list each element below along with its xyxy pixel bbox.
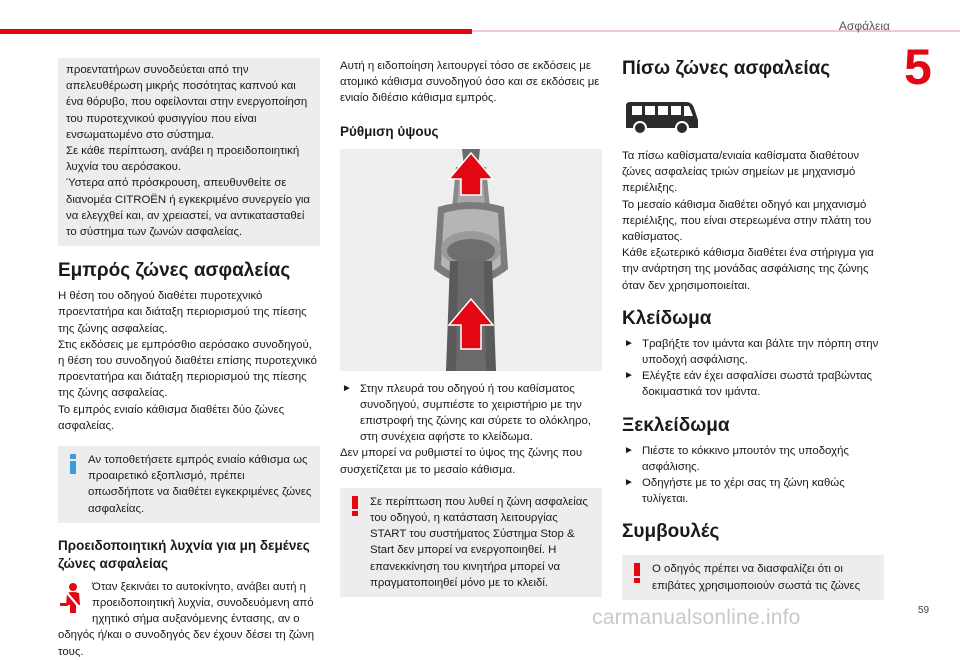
intro-paragraph: Ύστερα από πρόσκρουση, απευθυνθείτε σε διανομέα CITROËN ή εγκεκριμένο συνεργείο για να ελεγχθεί και, αν χρειαστεί, να αντικατασταθεί το σύστημα των ζωνών ασφαλείας. — [66, 177, 311, 239]
watermark: carmanualsonline.info — [592, 606, 801, 629]
bullet-arrow-icon: ► — [624, 337, 634, 349]
stop-start-warning-text: Σε περίπτωση που λυθεί η ζώνη ασφαλείας του οδηγού, η κατάσταση λειτουργίας START του συστήματος Σύστημα Stop & Start δεν μπορεί να ενεργοποιηθεί. Η επανεκκίνηση του κινητήρα μπορεί να πραγματοποιηθεί μόνο με το κλειδί. — [370, 495, 588, 589]
info-icon — [66, 454, 80, 474]
bullet-arrow-icon: ► — [624, 370, 634, 382]
header-accent-bar — [0, 29, 472, 34]
front-paragraph: Στις εκδόσεις με εμπρόσθιο αερόσακο συνοδηγού, η θέση του συνοδηγού διαθέτει επίσης πυροτεχνικό προεντατήρα και διάταξη περιορισμού της πίεσης της ζώνης ασφαλείας. — [58, 338, 317, 400]
rear-belts-title: Πίσω ζώνες ασφαλείας — [622, 58, 831, 79]
lock-step — [622, 368, 884, 400]
minibus-icon — [622, 98, 702, 138]
unbuckled-warning-title: Προειδοποιητική λυχνία για μη δεμένες ζώνες ασφαλείας — [58, 537, 310, 571]
advice-warning-text: Ο οδηγός πρέπει να διασφαλίζει ότι οι επιβάτες χρησιμοποιούν σωστά τις ζώνες — [652, 563, 861, 592]
intro-box — [58, 58, 320, 246]
alert-scope-text: Αυτή η ειδοποίηση λειτουργεί τόσο σε εκδόσεις με ατομικό κάθισμα συνοδηγού όσο και σε εκδόσεις με ενιαίο διθέσιο κάθισμα εμπρός. — [340, 60, 600, 105]
advice-title: Συμβουλές — [622, 521, 720, 543]
lock-step-text: Τραβήξτε τον ιμάντα και βάλτε την πόρπη στην υποδοχή ασφάλισης. — [642, 337, 879, 367]
intro-paragraph: Σε κάθε περίπτωση, ανάβει η προειδοποιητική λυχνία του αερόσακου. — [66, 145, 300, 174]
unbuckled-warning-block — [58, 579, 320, 660]
lock-title: Κλείδωμα — [622, 307, 712, 329]
seatbelt-warning-lamp-icon — [58, 581, 86, 615]
height-adjuster-illustration — [340, 149, 602, 371]
info-note-text: Αν τοποθετήσετε εμπρός ενιαίο κάθισμα ως προαιρετικό εξοπλισμό, πρέπει οπωσδήποτε να διαθέτει εγκεκριμένες ζώνες ασφαλείας. — [88, 454, 312, 515]
unbuckled-warning-text: Όταν ξεκινάει το αυτοκίνητο, ανάβει αυτή η προειδοποιητική λυχνία, συνοδευόμενη από ηχητικό σήμα αυξανόμενης έντασης, αν ο οδηγός ή/και ο συνοδηγός δεν έχουν δέσει τη ζώνη τους. — [58, 580, 315, 658]
bullet-arrow-icon: ► — [342, 382, 352, 394]
info-note-box — [58, 446, 320, 523]
bullet-arrow-icon: ► — [624, 477, 634, 489]
chapter-number: 5 — [904, 39, 932, 95]
front-paragraph: Το εμπρός ενιαίο κάθισμα διαθέτει δύο ζώνες ασφαλείας. — [58, 403, 285, 432]
page-number: 59 — [918, 605, 930, 616]
height-adjust-step-text: Στην πλευρά του οδηγού ή του καθίσματος συνοδηγού, συμπιέστε το χειριστήριο με την επιστροφή της ζώνης και σύρετε το ολόκληρο, στη συνέχεια αφήστε το κλείδωμα. — [360, 382, 591, 444]
warning-icon — [630, 563, 644, 583]
intro-paragraph: προεντατήρων συνοδεύεται από την απελευθέρωση μικρής ποσότητας καπνού και ένα θόρυβο, που οφείλονται στην ενεργοποίηση του πυροτεχνικού φυσιγγίου που είναι ενσωματωμένο στο σύστημα. — [66, 64, 308, 141]
height-adjust-note: Δεν μπορεί να ρυθμιστεί το ύψος της ζώνης που συσχετίζεται με το μεσαίο κάθισμα. — [340, 447, 583, 476]
advice-warning-box — [622, 555, 884, 599]
unlock-step-text: Οδηγήστε με το χέρι σας τη ζώνη καθώς τυλίγεται. — [642, 477, 845, 506]
front-belts-title: Εμπρός ζώνες ασφαλείας — [58, 260, 291, 282]
column-left — [58, 58, 320, 660]
rear-paragraph: Το μεσαίο κάθισμα διαθέτει οδηγό και μηχανισμό περιέλιξης, που είναι στερεωμένα στην πλάτη του καθίσματος. — [622, 198, 872, 244]
height-adjust-step — [340, 381, 602, 446]
front-paragraph: Η θέση του οδηγού διαθέτει πυροτεχνικό προεντατήρα και διάταξη περιορισμού της πίεσης της ζώνης ασφαλείας. — [58, 290, 307, 335]
unlock-step — [622, 443, 884, 475]
unlock-title: Ξεκλείδωμα — [622, 414, 730, 436]
lock-step — [622, 336, 884, 368]
rear-paragraph: Τα πίσω καθίσματα/ενιαία καθίσματα διαθέτουν ζώνες ασφαλείας τριών σημείων με μηχανισμό περιέλιξης. — [622, 150, 860, 195]
section-title: Ασφάλεια — [838, 19, 890, 33]
stop-start-warning-box — [340, 488, 602, 597]
unlock-step — [622, 475, 884, 507]
column-middle — [340, 58, 602, 605]
warning-icon — [348, 496, 362, 516]
column-right — [622, 58, 884, 608]
height-adjust-title: Ρύθμιση ύψους — [340, 123, 439, 139]
rear-paragraph: Κάθε εξωτερικό κάθισμα διαθέτει ένα στήριγμα για την ανάρτηση της μονάδας ασφάλισης της ζώνης όταν δεν χρησιμοποιείται. — [622, 247, 874, 292]
unlock-step-text: Πιέστε το κόκκινο μπουτόν της υποδοχής ασφάλισης. — [642, 444, 849, 473]
lock-step-text: Ελέγξτε εάν έχει ασφαλίσει σωστά τραβώντας δοκιμαστικά τον ιμάντα. — [642, 370, 873, 399]
bullet-arrow-icon: ► — [624, 444, 634, 456]
